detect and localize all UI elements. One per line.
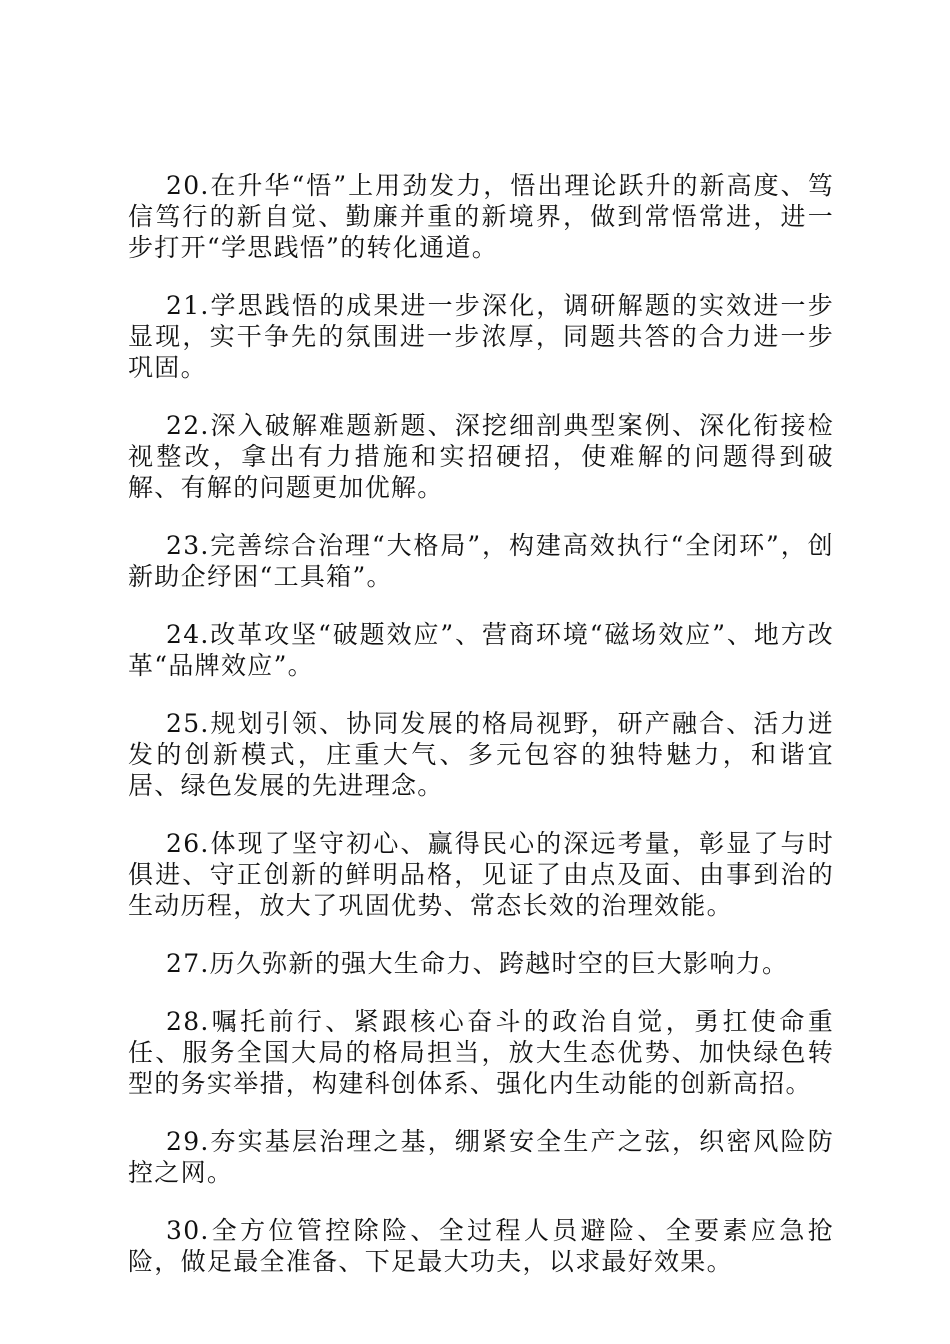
- paragraph-26: 26.体现了坚守初心、赢得民心的深远考量，彰显了与时俱进、守正创新的鲜明品格，见证了由点及面、由事到治的生动历程，放大了巩固优势、常态长效的治理效能。: [128, 829, 834, 920]
- paragraph-29: 29.夯实基层治理之基，绷紧安全生产之弦，织密风险防控之网。: [128, 1127, 834, 1187]
- paragraph-23: 23.完善综合治理“大格局”，构建高效执行“全闭环”，创新助企纾困“工具箱”。: [128, 531, 834, 591]
- paragraph-30: 30.全方位管控除险、全过程人员避险、全要素应急抢险，做足最全准备、下足最大功夫，以求最好效果。: [128, 1216, 834, 1276]
- paragraph-21: 21.学思践悟的成果进一步深化，调研解题的实效进一步显现，实干争先的氛围进一步浓厚，同题共答的合力进一步巩固。: [128, 291, 834, 382]
- paragraph-25: 25.规划引领、协同发展的格局视野，研产融合、活力迸发的创新模式，庄重大气、多元包容的独特魅力，和谐宜居、绿色发展的先进理念。: [128, 709, 834, 800]
- paragraph-28: 28.嘱托前行、紧跟核心奋斗的政治自觉，勇扛使命重任、服务全国大局的格局担当，放大生态优势、加快绿色转型的务实举措，构建科创体系、强化内生动能的创新高招。: [128, 1007, 834, 1098]
- paragraph-20: 20.在升华“悟”上用劲发力，悟出理论跃升的新高度、笃信笃行的新自觉、勤廉并重的新境界，做到常悟常进，进一步打开“学思践悟”的转化通道。: [128, 171, 834, 262]
- paragraph-24: 24.改革攻坚“破题效应”、营商环境“磁场效应”、地方改革“品牌效应”。: [128, 620, 834, 680]
- document-page: [128, 170, 834, 1304]
- paragraph-27: 27.历久弥新的强大生命力、跨越时空的巨大影响力。: [166, 949, 789, 978]
- paragraph-22: 22.深入破解难题新题、深挖细剖典型案例、深化衔接检视整改，拿出有力措施和实招硬招，使难解的问题得到破解、有解的问题更加优解。: [128, 411, 834, 502]
